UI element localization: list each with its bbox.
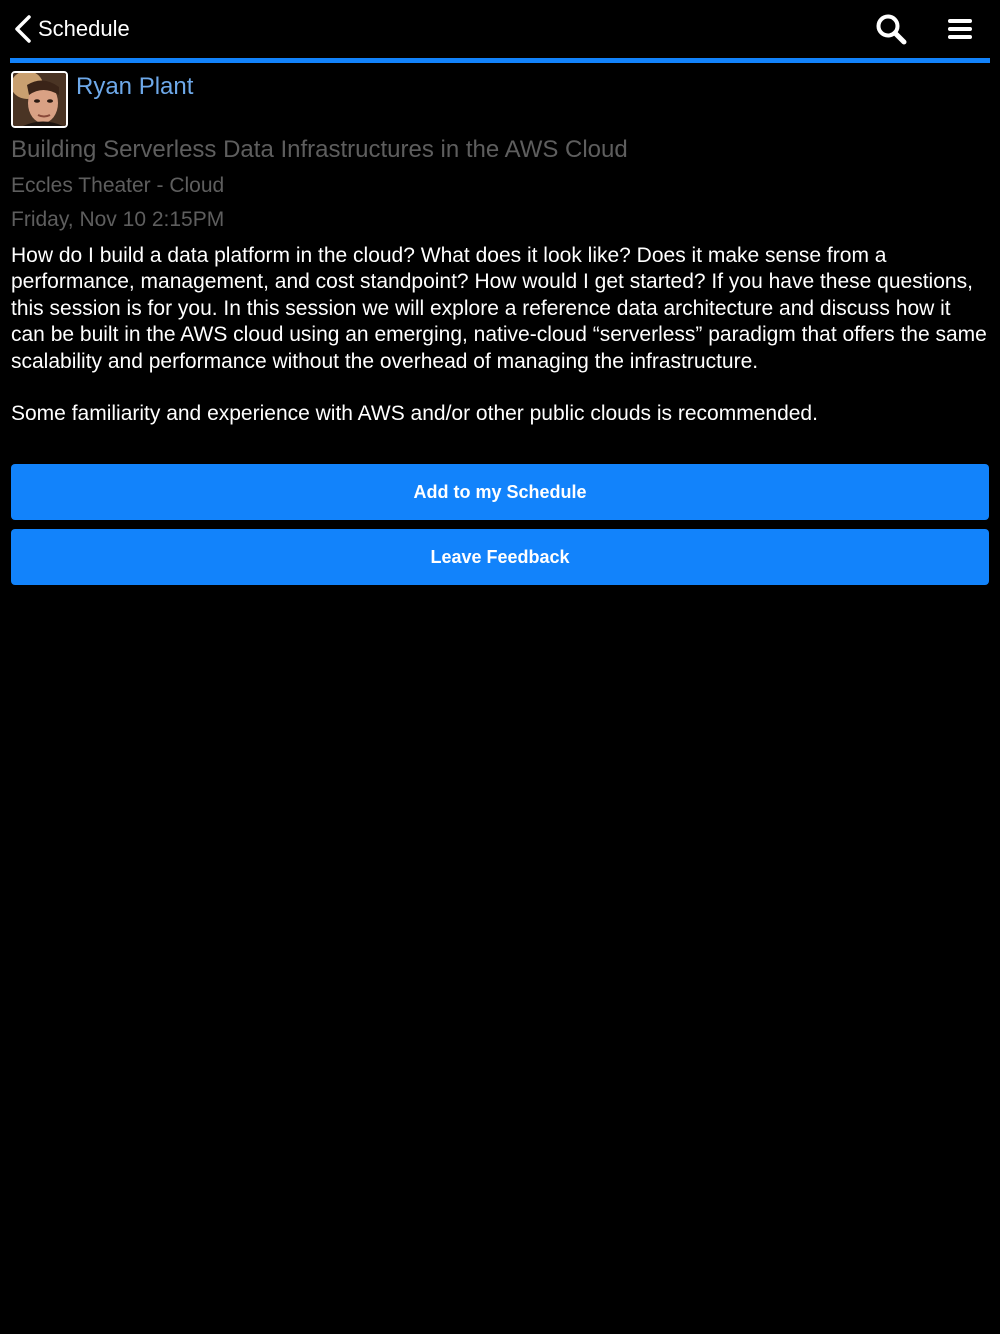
prerequisite-note: Some familiarity and experience with AWS and/or other public clouds is recommended.	[11, 402, 818, 426]
speaker-photo	[13, 73, 66, 126]
session-time: Friday, Nov 10 2:15PM	[11, 208, 225, 231]
speaker-name-link[interactable]: Ryan Plant	[76, 73, 194, 100]
back-button[interactable]	[12, 10, 130, 48]
back-button-label: Schedule	[38, 16, 130, 41]
hamburger-menu-icon	[944, 12, 978, 46]
session-room: Eccles Theater - Cloud	[11, 174, 225, 197]
search-icon	[874, 12, 908, 46]
navigation-bar	[0, 0, 1000, 58]
session-title: Building Serverless Data Infrastructures in the AWS Cloud	[11, 136, 628, 163]
speaker-row	[11, 71, 193, 128]
session-description	[11, 243, 989, 428]
speaker-avatar[interactable]	[11, 71, 68, 128]
search-button[interactable]	[874, 12, 908, 46]
menu-button[interactable]	[944, 12, 978, 46]
header-accent-bar	[10, 58, 990, 63]
description-text: How do I build a data platform in the cloud? What does it look like? Does it make sense from a performance, management, and cost standpoint? How would I get started? If you have these questions, this session is for you. In this session we will explore a reference data architecture and discuss how it can be built in the AWS cloud using an emerging, native-cloud “serverless” paradigm that offers the same scalability and performance without the overhead of managing the infrastructure.	[11, 244, 987, 373]
add-to-schedule-button[interactable]: Add to my Schedule	[11, 464, 989, 520]
chevron-left-icon	[12, 14, 34, 44]
leave-feedback-button[interactable]: Leave Feedback	[11, 529, 989, 585]
